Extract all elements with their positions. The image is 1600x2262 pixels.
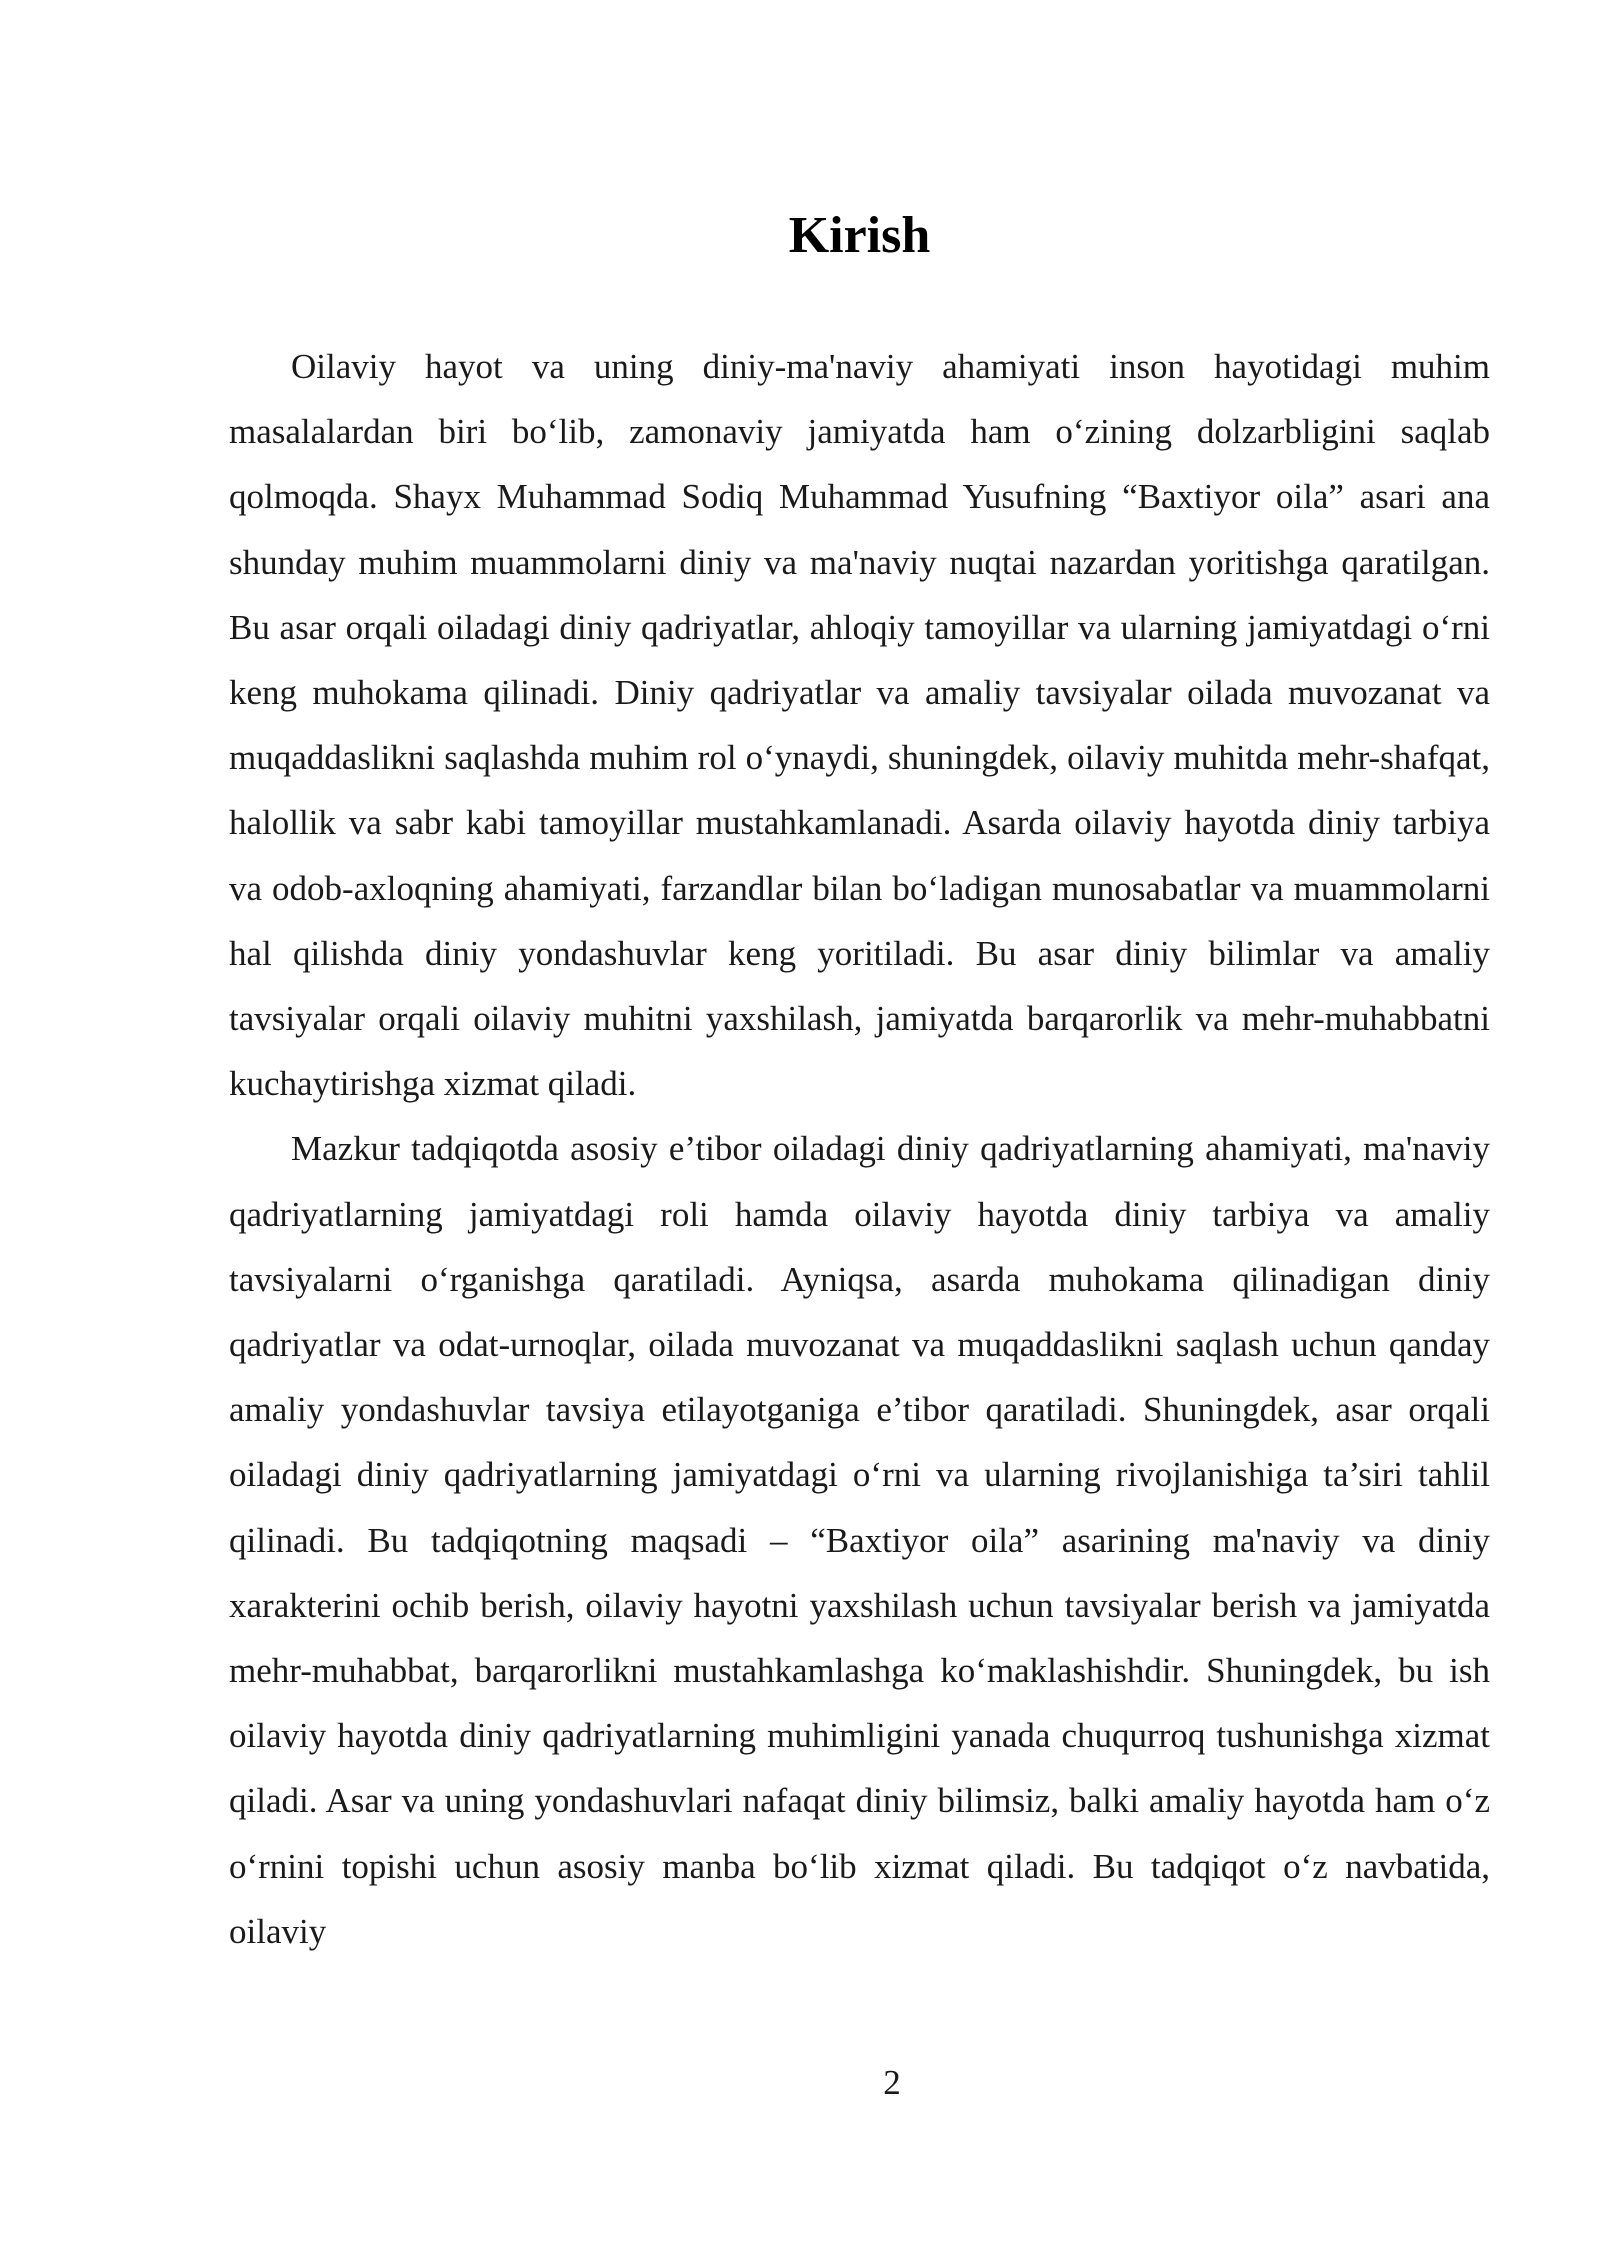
body-text [229,334,1490,1964]
paragraph-2: Mazkur tadqiqotda asosiy e’tibor oiladagi diniy qadriyatlarning ahamiyati, ma'naviy qadriyatlarning jamiyatdagi roli hamda oilaviy hayotda diniy tarbiya va amaliy tavsiyalarni o‘rganishga qaratiladi. Ayniqsa, asarda muhokama qilinadigan diniy qadriyatlar va odat-urnoqlar, oilada muvozanat va muqaddaslikni saqlash uchun qanday amaliy yondashuvlar tavsiya etilayotganiga e’tibor qaratiladi. Shuningdek, asar orqali oiladagi diniy qadriyatlarning jamiyatdagi o‘rni va ularning rivojlanishiga ta’siri tahlil qilinadi. Bu tadqiqotning maqsadi – “Baxtiyor oila” asarining ma'naviy va diniy xarakterini ochib berish, oilaviy hayotni yaxshilash uchun tavsiyalar berish va jamiyatda mehr-muhabbat, barqarorlikni mustahkamlashga ko‘maklashishdir. Shuningdek, bu ish oilaviy hayotda diniy qadriyatlarning muhimligini yanada chuqurroq tushunishga xizmat qiladi. Asar va uning yondashuvlari nafaqat diniy bilimsiz, balki amaliy hayotda ham o‘z o‘rnini topishi uchun asosiy manba bo‘lib xizmat qiladi. Bu tadqiqot o‘z navbatida, oilaviy [229,1129,1490,1951]
page-number: 2 [883,2063,901,2102]
paragraph-1: Oilaviy hayot va uning diniy-ma'naviy ahamiyati inson hayotidagi muhim masalalardan biri bo‘lib, zamonaviy jamiyatda ham o‘zining dolzarbligini saqlab qolmoqda. Shayx Muhammad Sodiq Muhammad Yusufning “Baxtiyor oila” asari ana shunday muhim muammolarni diniy va ma'naviy nuqtai nazardan yoritishga qaratilgan. Bu asar orqali oiladagi diniy qadriyatlar, ahloqiy tamoyillar va ularning jamiyatdagi o‘rni keng muhokama qilinadi. Diniy qadriyatlar va amaliy tavsiyalar oilada muvozanat va muqaddaslikni saqlashda muhim rol o‘ynaydi, shuningdek, oilaviy muhitda mehr-shafqat, halollik va sabr kabi tamoyillar mustahkamlanadi. Asarda oilaviy hayotda diniy tarbiya va odob-axloqning ahamiyati, farzandlar bilan bo‘ladigan munosabatlar va muammolarni hal qilishda diniy yondashuvlar keng yoritiladi. Bu asar diniy bilimlar va amaliy tavsiyalar orqali oilaviy muhitni yaxshilash, jamiyatda barqarorlik va mehr-muhabbatni kuchaytirishga xizmat qiladi. [229,347,1490,1104]
page-title: Kirish [788,207,931,264]
